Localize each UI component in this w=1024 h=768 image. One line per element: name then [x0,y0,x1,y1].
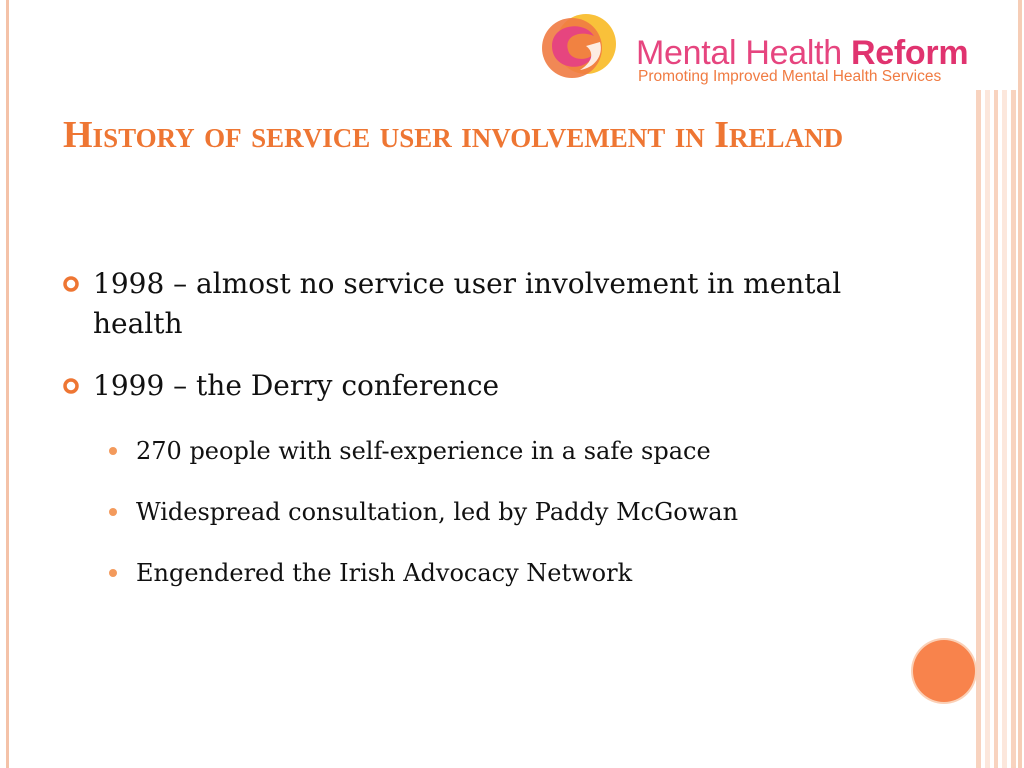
bullet-ring-icon [62,377,80,395]
logo-tagline: Promoting Improved Mental Health Services [638,68,942,85]
mental-health-reform-logo [540,6,1010,84]
decorative-orange-circle [913,640,975,702]
sub-bullet-advocacy-network: Engendered the Irish Advocacy Network [136,559,633,587]
sub-bullet-consultation: Widespread consultation, led by Paddy McGowan [136,498,739,526]
bullet-ring-icon [62,275,80,293]
bullet-1999: 1999 – the Derry conference [93,369,500,402]
logo-mark-icon [540,6,620,84]
sub-bullet-270-people: 270 people with self-experience in a safe space [136,437,711,465]
right-frame-line [1018,0,1022,768]
logo-title [636,36,968,70]
slide-title: History of service user involvement in Ireland [63,114,844,156]
logo-name-regular: Mental Health [636,34,852,72]
bullet-1998: 1998 – almost no service user involvement in mental health [93,267,842,340]
left-frame-line [6,0,9,768]
sub-bullet-dot-icon [109,508,117,516]
sub-bullet-dot-icon [109,569,117,577]
sub-bullet-dot-icon [109,447,117,455]
logo-name-bold: Reform [851,34,969,72]
decorative-stripes [976,90,1016,768]
